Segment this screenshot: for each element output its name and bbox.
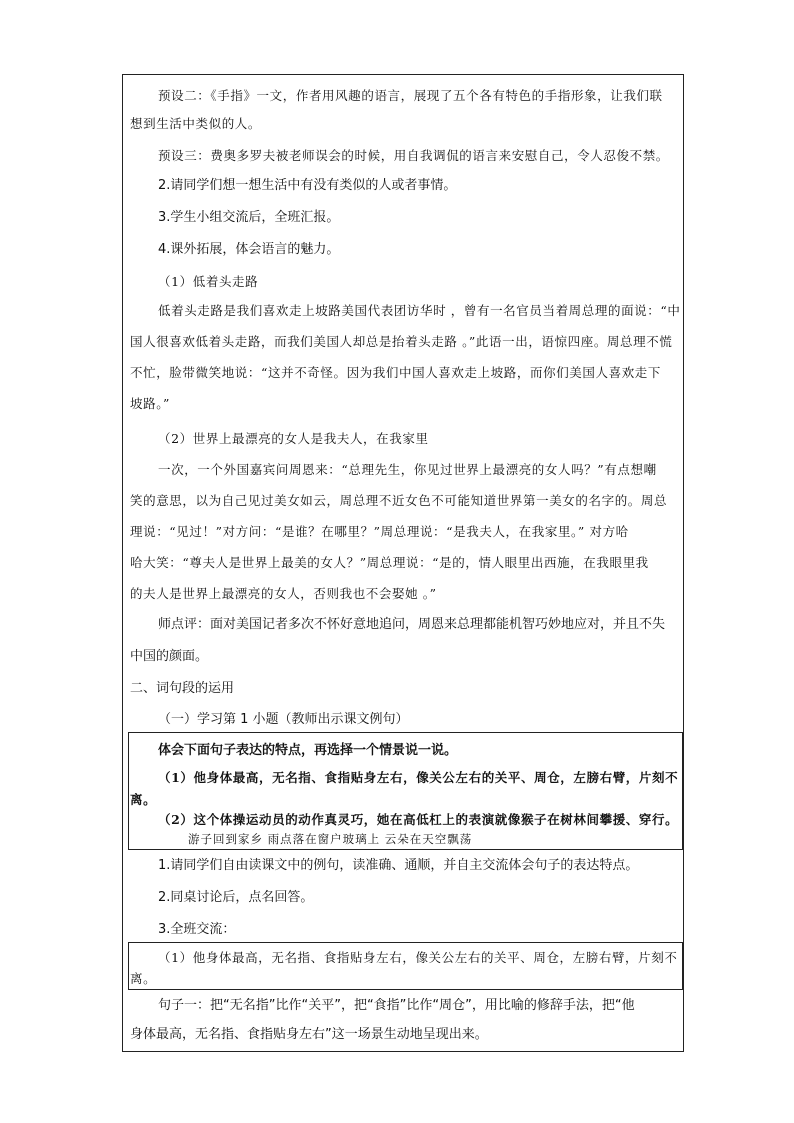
story2-line1: 一次，一个外国嘉宾问周恩来：“总理先生，你见过世界上最漂亮的女人吗？”有点想嘲 (158, 462, 657, 477)
activity-question-3: 3.全班交流： (158, 922, 236, 937)
story-heading-2: （2）世界上最漂亮的女人是我夫人，在我家里 (158, 431, 429, 446)
section-heading-word-sentence: 二、词句段的运用 (130, 681, 235, 696)
paragraph-preset-two-line1: 预设二：《手指》一文，作者用风趣的语言，展现了五个各有特色的手指形象，让我们联 (158, 88, 663, 103)
example-sentence-2: （2）这个体操运动员的动作真灵巧，她在高低杠上的表演就像猴子在树林间攀援、穿行。 (158, 812, 679, 827)
story2-line3: 理说：“见过！”对方问：“是谁？在哪里？”周总理说：“是我夫人，在我家里。” 对方哈 (130, 524, 629, 539)
question-3: 3.学生小组交流后，全班汇报。 (158, 210, 340, 225)
teacher-comment-line1: 师点评：面对美国记者多次不怀好意地追问，周恩来总理都能机智巧妙地应对，并且不失 (158, 617, 666, 632)
teacher-comment-line2: 中国的颜面。 (130, 649, 209, 664)
paragraph-preset-two-line2: 想到生活中类似的人。 (130, 116, 262, 131)
story2-line5: 的夫人是世界上最漂亮的女人，否则我也不会娶她 。” (130, 586, 437, 601)
question-2: 2.请同学们想一想生活中有没有类似的人或者事情。 (158, 178, 457, 193)
activity-question-2: 2.同桌讨论后，点名回答。 (158, 890, 314, 905)
paragraph-preset-three: 预设三：费奥多罗夫被老师误会的时候，用自我调侃的语言来安慰自己，令人忍俊不禁。 (158, 148, 669, 163)
example-sentence-1-line2: 离。 (130, 792, 157, 807)
story1-line2: 国人很喜欢低着头走路，而我们美国人却总是抬着头走路 。”此语一出，语惊四座。周总理不慌 (130, 334, 673, 349)
quoted-sentence-line2: 离。 (130, 971, 157, 986)
scenario-options: 游子回到家乡 雨点落在窗户玻璃上 云朵在天空飘荡 (188, 832, 473, 846)
analysis-line1: 句子一：把“无名指”比作“关平”，把“食指”比作“周仓”，用比喻的修辞手法，把“他 (158, 998, 635, 1013)
story-heading-1: （1）低着头走路 (158, 274, 259, 289)
example-sentence-1-line1: （1）他身体最高，无名指、食指贴身左右，像关公左右的关平、周仓，左膀右臂，片刻不 (158, 770, 679, 785)
question-4: 4.课外拓展，体会语言的魅力。 (158, 242, 340, 257)
story1-line3: 不忙，脸带微笑地说：“这并不奇怪。因为我们中国人喜欢走上坡路，而你们美国人喜欢走下 (130, 365, 661, 380)
analysis-line2: 身体最高，无名指、食指贴身左右”这一场景生动地呈现出来。 (130, 1027, 488, 1042)
story2-line4: 哈大笑：“尊夫人是世界上最美的女人？”周总理说：“是的，情人眼里出西施，在我眼里我 (130, 555, 649, 570)
story2-line2: 笑的意思，以为自己见过美女如云，周总理不近女色不可能知道世界第一美女的名字的。周总 (130, 493, 668, 508)
subsection-heading-1: （一）学习第 1 小题（教师出示课文例句） (158, 712, 409, 727)
story1-line4: 坡路。” (130, 396, 171, 411)
quoted-sentence-line1: （1）他身体最高，无名指、食指贴身左右，像关公左右的关平、周仓，左膀右臂，片刻不 (158, 950, 678, 965)
story1-line1: 低着头走路是我们喜欢走上坡路美国代表团访华时 ，曾有一名官员当着周总理的面说：“中 (158, 303, 681, 318)
activity-question-1: 1.请同学们自由读课文中的例句，读准确、通顺，并自主交流体会句子的表达特点。 (158, 858, 639, 873)
example-box-title: 体会下面句子表达的特点，再选择一个情景说一说。 (158, 743, 458, 758)
